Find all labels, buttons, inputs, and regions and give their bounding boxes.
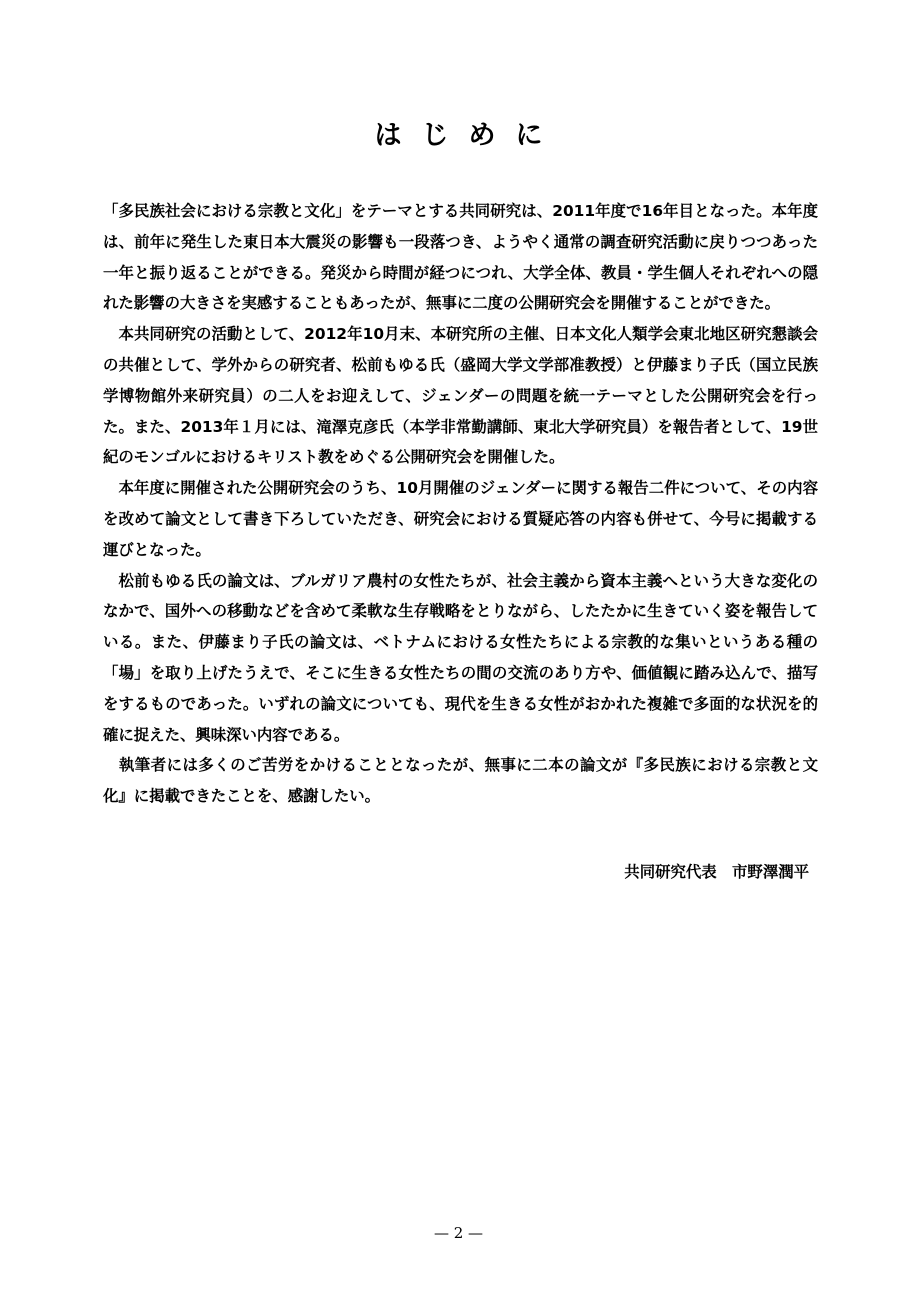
page-title: はじめに: [374, 120, 563, 151]
paragraph-5: 執筆者には多くのご苦労をかけることとなったが、無事に二本の論文が『多民族における宗教と文化』に掲載できたことを、感謝したい。: [103, 756, 818, 806]
paragraph-4: 松前もゆる氏の論文は、ブルガリア農村の女性たちが、社会主義から資本主義へという大きな変化のなかで、国外への移動などを含めて柔軟な生存戦略をとりながら、したたかに生きていく姿を報告している。また、伊藤まり子氏の論文は、ベトナムにおける女性たちによる宗教的な集いというある種の「場」を取り上げたうえで、そこに生きる女性たちの間の交流のあり方や、価値観に踏み込んで、描写をするものであった。いずれの論文についても、現代を生きる女性がおかれた複雑で多面的な状況を的確に捉えた、興味深い内容である。: [103, 571, 818, 744]
signature: 共同研究代表 市野澤潤平: [624, 863, 809, 881]
paragraph-1: 「多民族社会における宗教と文化」をテーマとする共同研究は、2011年度で16年目となった。本年度は、前年に発生した東日本大震災の影響も一段落つき、ようやく通常の調査研究活動に戻りつつあった一年と振り返ることができる。発災から時間が経つにつれ、大学全体、教員・学生個人それぞれへの隠れた影響の大きさを実感することもあったが、無事に二度の公開研究会を開催することができた。: [103, 202, 818, 313]
paragraph-3: 本年度に開催された公開研究会のうち、10月開催のジェンダーに関する報告二件について、その内容を改めて論文として書き下ろしていただき、研究会における質疑応答の内容も併せて、今号に掲載する運びとなった。: [103, 479, 818, 559]
body-text: [103, 196, 818, 812]
page-number: — 2 —: [433, 1224, 484, 1242]
paragraph-2: 本共同研究の活動として、2012年10月末、本研究所の主催、日本文化人類学会東北地区研究懇談会の共催として、学外からの研究者、松前もゆる氏（盛岡大学文学部准教授）と伊藤まり子氏（国立民族学博物館外来研究員）の二人をお迎えして、ジェンダーの問題を統一テーマとした公開研究会を行った。また、2013年１月には、滝澤克彦氏（本学非常勤講師、東北大学研究員）を報告者として、19世紀のモンゴルにおけるキリスト教をめぐる公開研究会を開催した。: [103, 325, 818, 467]
